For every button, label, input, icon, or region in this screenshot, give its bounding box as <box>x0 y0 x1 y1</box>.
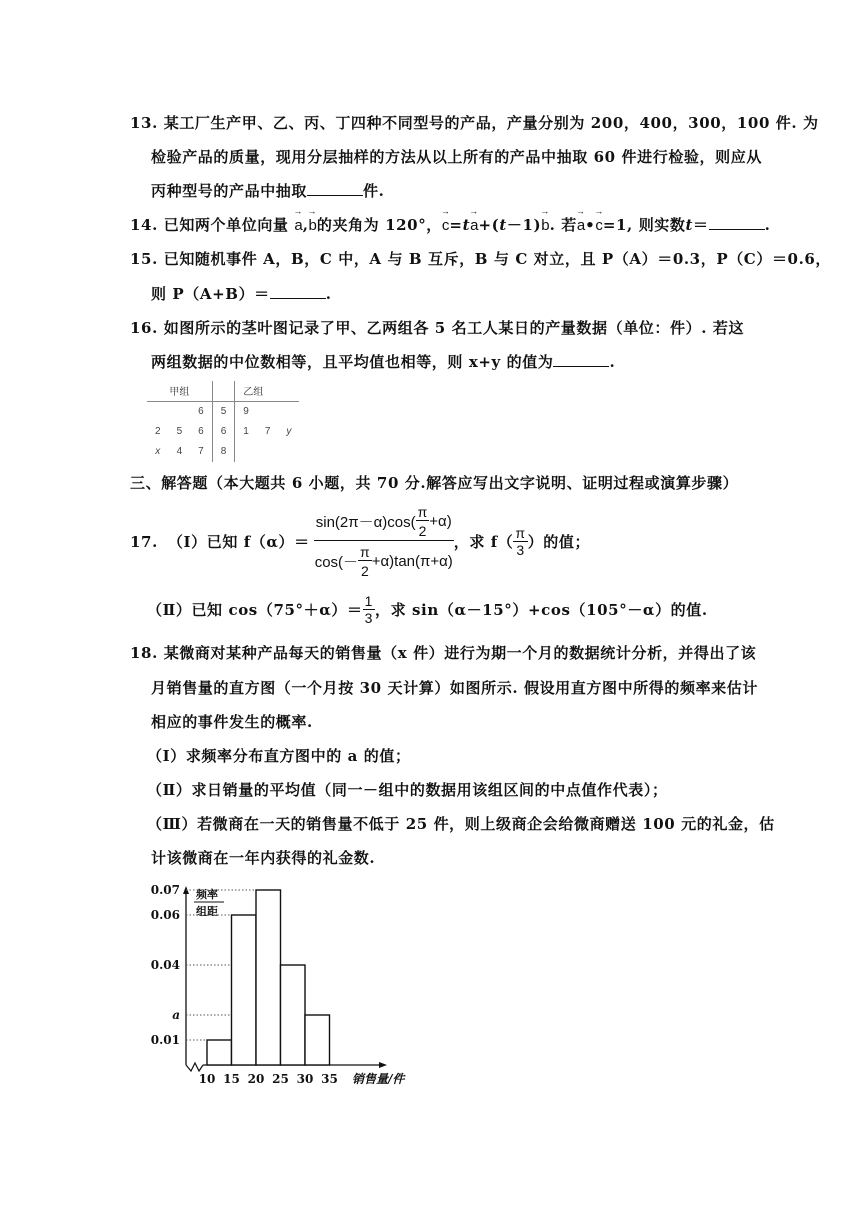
fraction-numerator <box>314 504 454 541</box>
q14-t: t <box>462 216 471 234</box>
y-label-bottom: 组距 <box>196 905 218 918</box>
fraction-denominator <box>314 541 454 579</box>
q14-minus: －1) <box>506 216 542 234</box>
leaf-cell: 1 <box>243 426 249 437</box>
q18-line2: 月销售量的直方图（一个月按 30 天计算）如图所示. 假设用直方图中所得的频率来估计 <box>151 679 758 697</box>
q17-part2 <box>147 593 708 626</box>
frac-num: 1 <box>364 593 373 609</box>
q18-line1: 18. 某微商对某种产品每天的销售量（x 件）进行为期一个月的数据统计分析，并得出了该 <box>130 644 757 662</box>
vector-a-2: → a <box>470 217 478 234</box>
q17-part2-end: ，求 sin（α－15°）+cos（105°－α）的值. <box>374 601 708 619</box>
leaf-cell <box>278 442 299 462</box>
y-tick-label: a <box>172 1008 180 1022</box>
histogram-bar <box>207 1040 232 1065</box>
pi-over-2 <box>416 504 430 539</box>
stem-leaf-table <box>147 381 299 462</box>
q13-line3-text: 丙种型号的产品中抽取 <box>151 182 308 200</box>
pi-over-2 <box>358 544 372 579</box>
leaf-cell <box>278 402 299 423</box>
section-title: 三、解答题（本大题共 6 小题，共 70 分.解答应写出文字说明、证明过程或演算步骤） <box>130 474 739 492</box>
leaf-cell <box>257 402 279 423</box>
frac-num: π <box>360 543 370 560</box>
axis-break-icon <box>186 1063 203 1071</box>
y-tick-label: 0.04 <box>150 958 180 972</box>
q17-part2-text: （Ⅱ）已知 cos（75°＋α）＝ <box>147 601 363 619</box>
histogram-bar <box>232 915 257 1065</box>
q14-t3: t <box>685 216 694 234</box>
q16-line2-text: 两组数据的中位数相等，且平均值也相等，则 x+y 的值为 <box>151 353 554 371</box>
q18-part1: （Ⅰ）求频率分布直方图中的 a 的值； <box>147 747 411 765</box>
y-tick-label: 0.06 <box>150 908 180 922</box>
x-tick-label: 25 <box>272 1072 289 1086</box>
frac-den: 2 <box>418 522 427 539</box>
leaf-cell: y <box>286 426 292 437</box>
y-tick-label: 0.01 <box>150 1033 180 1047</box>
q14-text-a: 14. 已知两个单位向量 <box>130 216 289 234</box>
x-tick-label: 20 <box>247 1072 265 1086</box>
leaf-cell: 9 <box>243 406 249 417</box>
leaf-cell <box>147 402 169 423</box>
one-third <box>363 593 375 626</box>
vector-a-3: → a <box>577 217 585 234</box>
q18-part2: （Ⅱ）求日销量的平均值（同一－组中的数据用该组区间的中点值作代表）； <box>147 781 668 799</box>
answer-blank <box>553 352 609 367</box>
x-axis-arrow-icon <box>379 1062 387 1068</box>
group-jia-header: 甲组 <box>147 381 212 402</box>
stem-cell: 8 <box>212 442 235 462</box>
group-yi-header: 乙组 <box>235 381 300 402</box>
stem-row <box>147 402 299 423</box>
x-tick-label: 35 <box>321 1072 338 1086</box>
frequency-histogram <box>140 880 460 1095</box>
frac-num: π <box>417 503 428 520</box>
vector-b: → b <box>309 217 317 234</box>
q16-line1: 16. 如图所示的茎叶图记录了甲、乙两组各 5 名工人某日的产量数据（单位：件）. 若这 <box>130 319 745 337</box>
q13-line3-end: 件. <box>363 182 385 200</box>
stem-header <box>212 381 235 402</box>
q13-line3 <box>151 180 384 201</box>
q14-eq: = <box>449 216 463 234</box>
x-tick-label: 15 <box>223 1072 240 1086</box>
leaf-cell <box>235 442 257 462</box>
leaf-cell: 2 <box>155 426 161 437</box>
y-tick-label: 0.07 <box>150 883 180 897</box>
histogram-bar <box>256 890 281 1065</box>
q16-line2 <box>151 351 615 372</box>
leaf-cell: 7 <box>264 426 271 437</box>
q14-eq1: =1, 则实数 <box>602 216 686 234</box>
leaf-cell <box>169 402 191 423</box>
q13-line1: 13. 某工厂生产甲、乙、丙、丁四种不同型号的产品，产量分别为 200，400，300，100 件. 为 <box>130 114 819 132</box>
q14-plus: +( <box>478 216 500 234</box>
stem-cell: 6 <box>212 422 235 442</box>
answer-blank <box>709 215 765 230</box>
q14-end: . <box>764 216 771 234</box>
x-tick-label: 30 <box>296 1072 314 1086</box>
q14-comma: , <box>302 216 309 234</box>
q14-eq2: ＝ <box>693 216 709 234</box>
q18-part3-line2: 计该微商在一年内获得的礼金数. <box>151 849 376 867</box>
q14-dot-text: . 若 <box>549 216 577 234</box>
x-tick-label: 10 <box>198 1072 216 1086</box>
q17-label: 17. <box>130 532 158 551</box>
q14-text-b: 的夹角为 120°， <box>316 216 442 234</box>
q15-line2-end: . <box>325 285 332 303</box>
leaf-cell: 4 <box>176 446 183 457</box>
denominator-part-b: +α)tan(π+α) <box>371 552 453 570</box>
y-label-top: 频率 <box>196 888 218 901</box>
stem-row <box>147 422 299 442</box>
q14-t2: t <box>499 216 507 234</box>
q18-line3: 相应的事件发生的概率. <box>151 713 313 731</box>
frac-num: π <box>515 525 526 541</box>
q16-line2-end: . <box>609 353 616 371</box>
q14-line <box>130 214 770 235</box>
q15-line2 <box>151 283 332 304</box>
histogram-bar <box>281 965 306 1065</box>
q15-line1: 15. 已知随机事件 A，B，C 中，A 与 B 互斥，B 与 C 对立，且 P（A）＝0.3，P（C）＝0.6， <box>130 250 832 268</box>
q17-part1-end: ）的值； <box>527 533 591 551</box>
leaf-cell: 5 <box>176 426 183 437</box>
answer-blank <box>270 284 326 299</box>
numerator-part-a: sin(2π－α)cos( <box>315 513 416 531</box>
leaf-cell: 6 <box>198 406 204 417</box>
histogram-layer <box>151 883 407 1086</box>
answer-blank <box>307 181 363 196</box>
pi-over-3 <box>513 525 527 558</box>
q18-part3-line1: （Ⅲ）若微商在一天的销售量不低于 25 件，则上级商企会给微商赠送 100 元的礼金，估 <box>147 815 775 833</box>
x-axis-label: 销售量/件 <box>352 1072 405 1086</box>
frac-den: 2 <box>360 562 369 579</box>
stem-cell: 5 <box>212 402 235 423</box>
q17-part1 <box>130 504 590 579</box>
stem-leaf-plot <box>147 381 299 462</box>
histogram-bar <box>305 1015 330 1065</box>
vector-a: → a <box>294 217 302 234</box>
vector-c-2: → c <box>595 217 603 234</box>
numerator-part-b: +α) <box>429 512 452 530</box>
frac-den: 3 <box>516 542 525 558</box>
q17-part1-text: （Ⅰ）已知 f（α）＝ <box>167 533 310 551</box>
stem-row <box>147 442 299 462</box>
leaf-cell: x <box>155 446 161 457</box>
q17-part1-ask: ，求 f（ <box>453 533 514 551</box>
q15-line2-text: 则 P（A+B）＝ <box>151 285 270 303</box>
leaf-cell <box>257 442 279 462</box>
dot-operator: • <box>585 216 596 234</box>
f-alpha-fraction <box>314 504 454 579</box>
leaf-cell: 7 <box>198 446 204 457</box>
vector-c: → c <box>442 217 450 234</box>
denominator-part-a: cos(－ <box>314 553 359 571</box>
q13-line2: 检验产品的质量，现用分层抽样的方法从以上所有的产品中抽取 60 件进行检验，则应从 <box>151 148 762 166</box>
vector-b-2: → b <box>541 217 549 234</box>
leaf-cell: 6 <box>198 426 204 437</box>
stem-header-row <box>147 381 299 402</box>
frac-den: 3 <box>364 610 373 626</box>
